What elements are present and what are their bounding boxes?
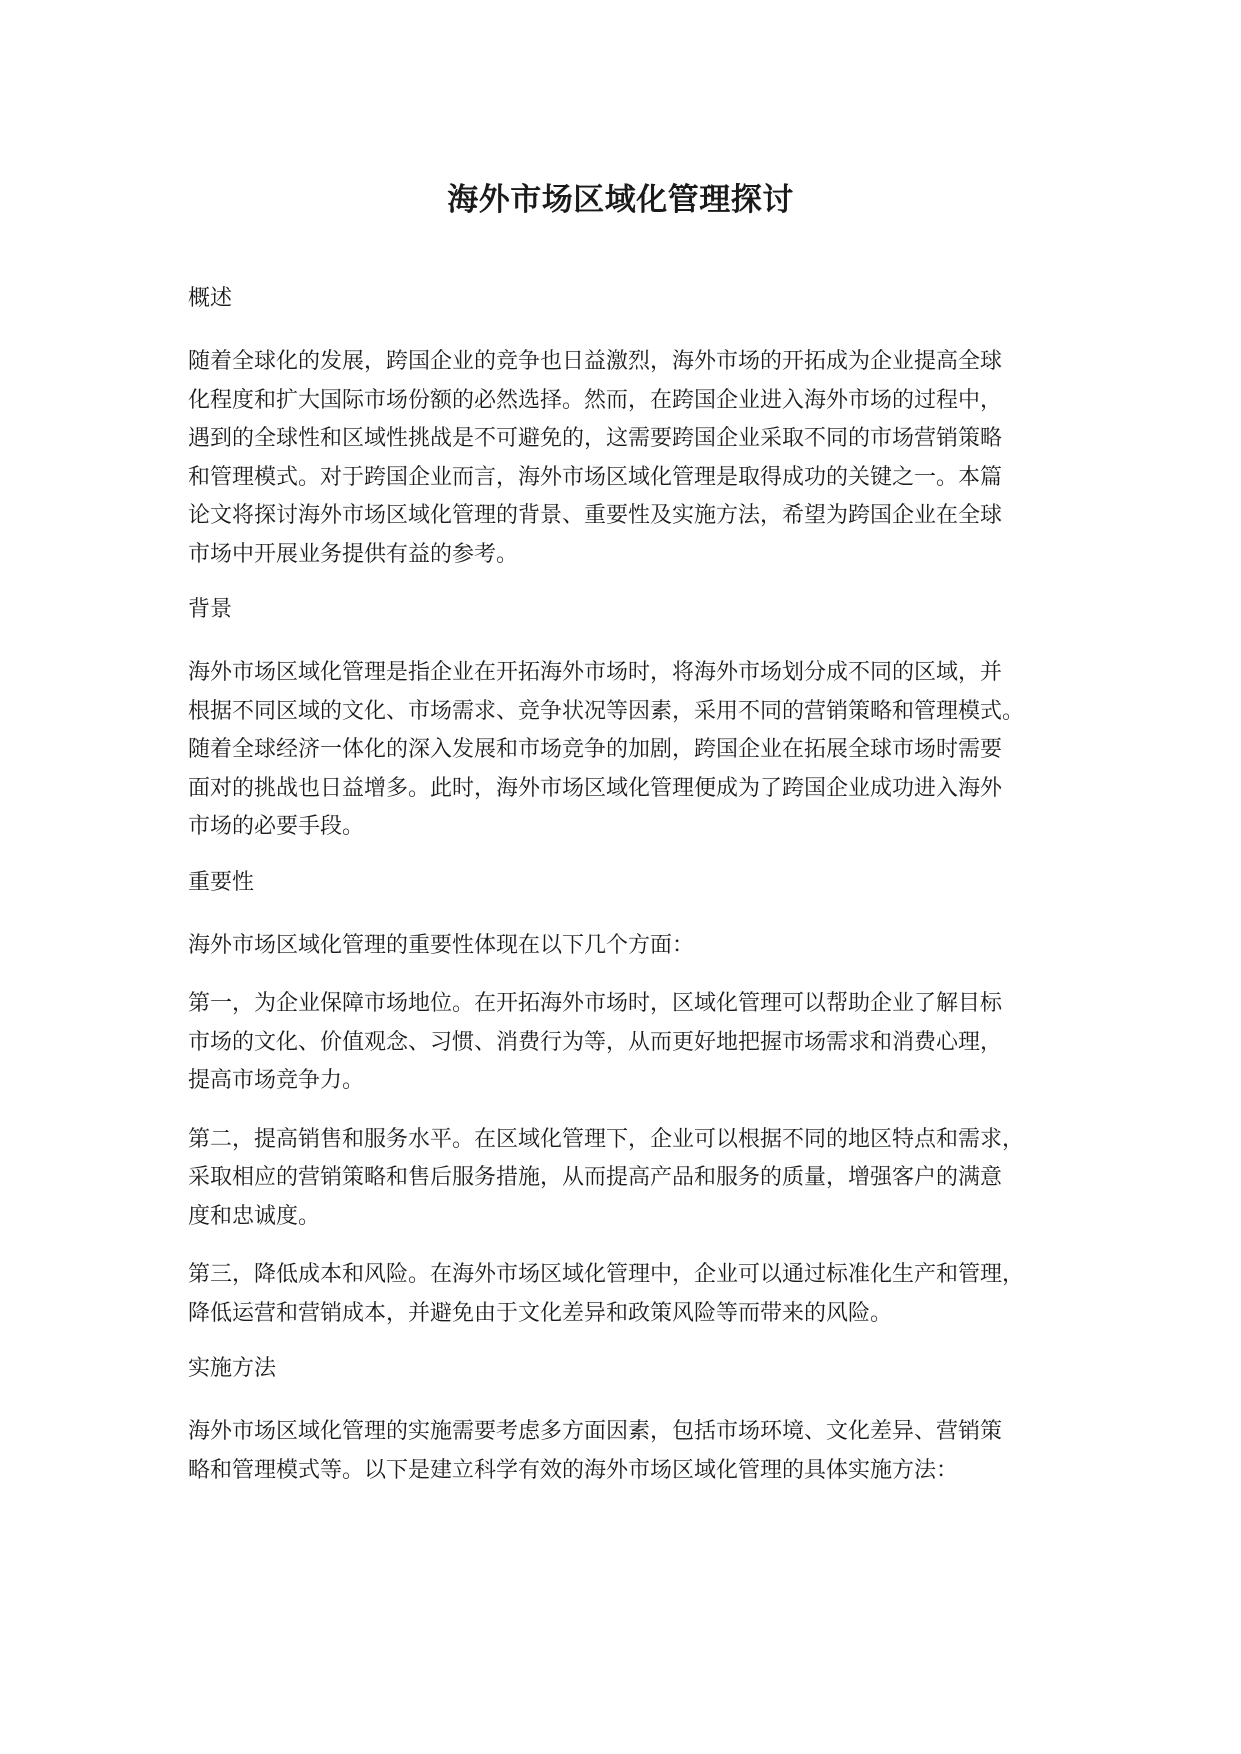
importance-point-2 (188, 1121, 1058, 1237)
background-paragraph (188, 654, 1058, 847)
text-line: 面对的挑战也日益增多。此时，海外市场区域化管理便成为了跨国企业成功进入海外 (188, 775, 1003, 801)
text-line: 略和管理模式等。以下是建立科学有效的海外市场区域化管理的具体实施方法： (188, 1457, 959, 1483)
text-line: 第一，为企业保障市场地位。在开拓海外市场时，区域化管理可以帮助企业了解目标 (188, 991, 1003, 1016)
section-heading-background: 背景 (188, 597, 233, 622)
text-line: 海外市场区域化管理的重要性体现在以下几个方面： (188, 932, 695, 958)
text-line: 随着全球经济一体化的深入发展和市场竞争的加剧，跨国企业在拓展全球市场时需要 (188, 737, 1003, 762)
text-line: 市场的必要手段。 (188, 814, 365, 839)
document-body (188, 283, 1058, 1510)
importance-point-3 (188, 1256, 1058, 1333)
text-line: 第二，提高销售和服务水平。在区域化管理下，企业可以根据不同的地区特点和需求， (188, 1126, 1025, 1152)
text-line: 海外市场区域化管理的实施需要考虑多方面因素，包括市场环境、文化差异、营销策 (188, 1419, 1003, 1444)
text-line: 随着全球化的发展，跨国企业的竞争也日益激烈，海外市场的开拓成为企业提高全球 (188, 349, 1003, 374)
importance-point-1 (188, 985, 1058, 1101)
section-heading-overview: 概述 (188, 286, 233, 311)
importance-intro (188, 927, 1058, 966)
text-line: 根据不同区域的文化、市场需求、竞争状况等因素，采用不同的营销策略和管理模式。 (188, 698, 1025, 724)
section-heading-importance: 重要性 (188, 869, 255, 895)
text-line: 市场的文化、价值观念、习惯、消费行为等，从而更好地把握市场需求和消费心理， (188, 1029, 1003, 1055)
implementation-paragraph (188, 1413, 1058, 1490)
document-title: 海外市场区域化管理探讨 (447, 182, 794, 218)
text-line: 市场中开展业务提供有益的参考。 (188, 541, 519, 567)
text-line: 化程度和扩大国际市场份额的必然选择。然而，在跨国企业进入海外市场的过程中， (188, 387, 1003, 413)
text-line: 第三，降低成本和风险。在海外市场区域化管理中，企业可以通过标准化生产和管理， (188, 1262, 1025, 1287)
text-line: 提高市场竞争力。 (188, 1068, 365, 1093)
overview-paragraph (188, 343, 1058, 574)
text-line: 采取相应的营销策略和售后服务措施，从而提高产品和服务的质量，增强客户的满意 (188, 1165, 1003, 1190)
text-line: 海外市场区域化管理是指企业在开拓海外市场时，将海外市场划分成不同的区域，并 (188, 660, 1003, 685)
text-line: 降低运营和营销成本，并避免由于文化差异和政策风险等而带来的风险。 (188, 1300, 893, 1326)
text-line: 和管理模式。对于跨国企业而言，海外市场区域化管理是取得成功的关键之一。本篇 (188, 464, 1003, 490)
text-line: 遇到的全球性和区域性挑战是不可避免的，这需要跨国企业采取不同的市场营销策略 (188, 426, 1003, 451)
text-line: 论文将探讨海外市场区域化管理的背景、重要性及实施方法，希望为跨国企业在全球 (188, 503, 1003, 528)
text-line: 度和忠诚度。 (188, 1203, 321, 1229)
section-heading-implementation: 实施方法 (188, 1356, 277, 1381)
